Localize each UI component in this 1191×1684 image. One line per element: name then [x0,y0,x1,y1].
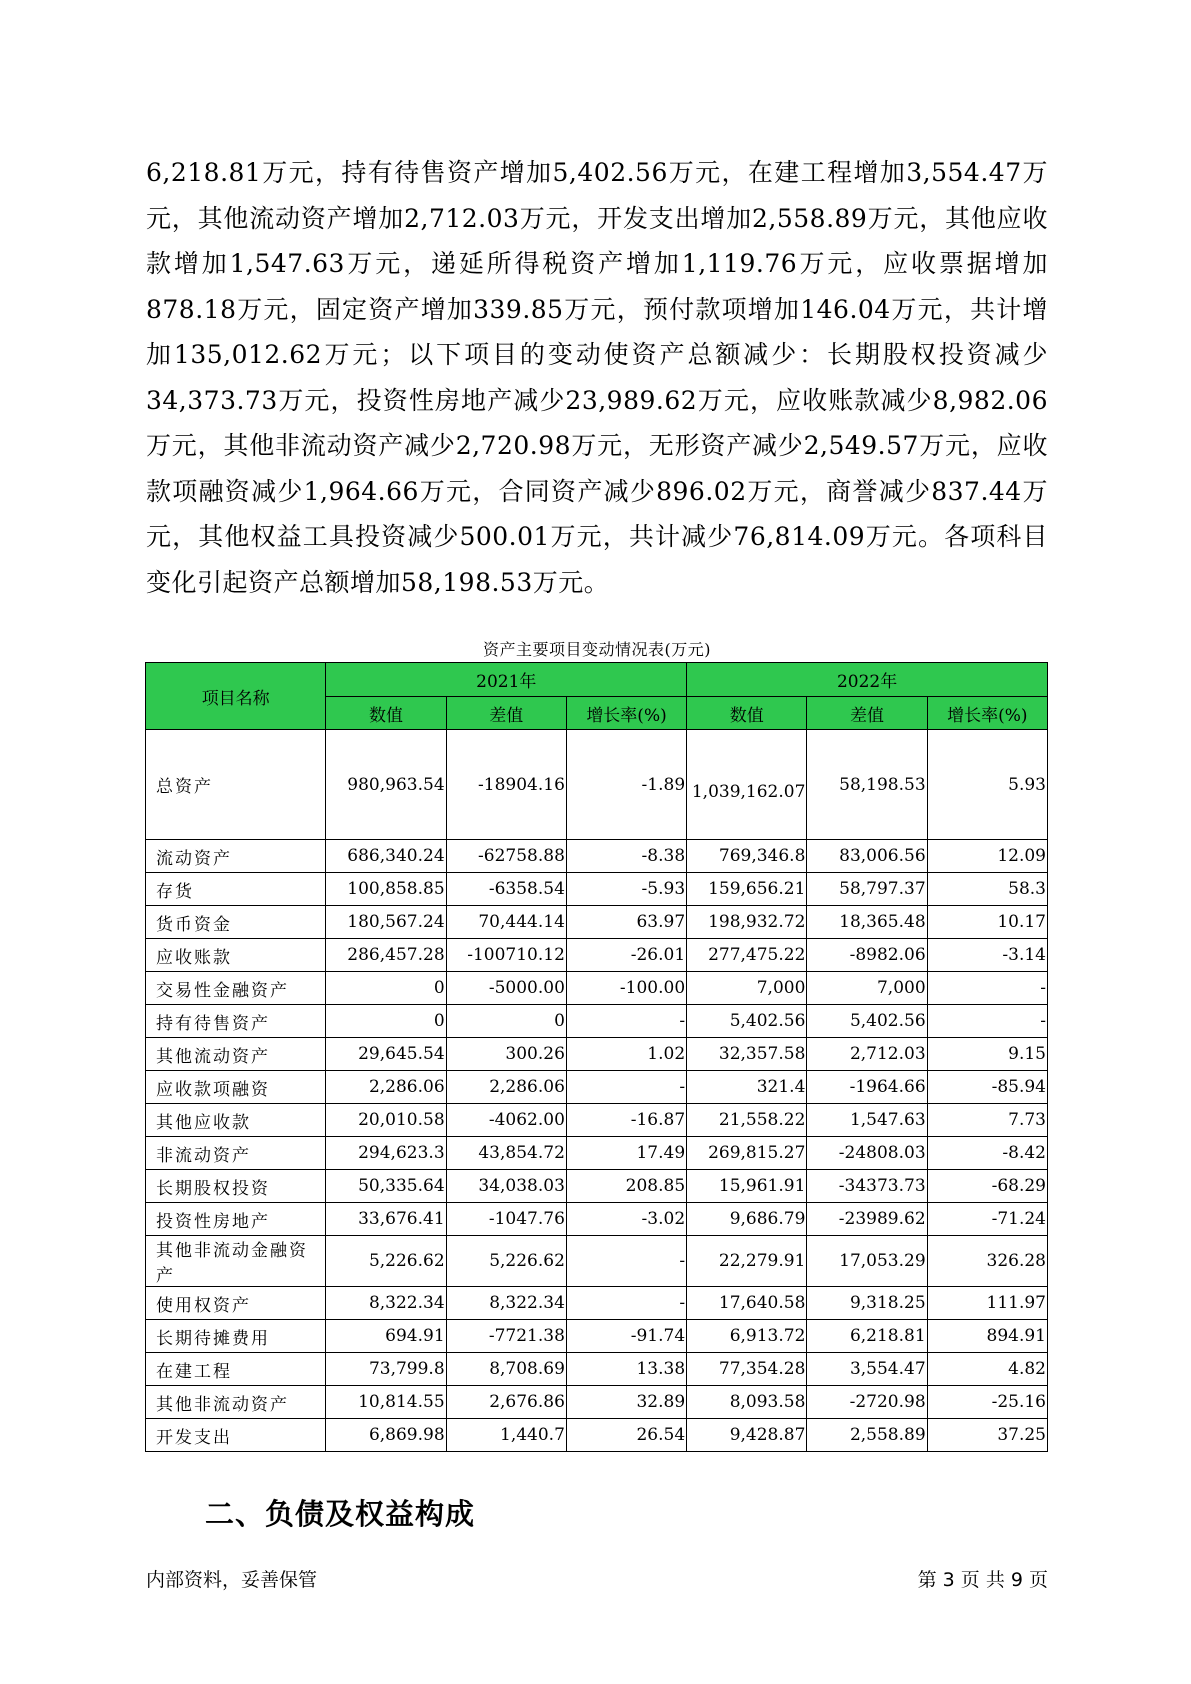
cell-value-2021: 20,010.58 [326,1104,446,1137]
cell-growth-2022: - [927,972,1047,1005]
table-row [146,873,1048,906]
cell-item-name: 应收账款 [146,939,326,972]
cell-value-2021: 100,858.85 [326,873,446,906]
cell-growth-2021: - [566,1236,686,1287]
cell-item-name: 投资性房地产 [146,1203,326,1236]
cell-value-2022: 9,686.79 [687,1203,807,1236]
body-paragraph: 6,218.81万元，持有待售资产增加5,402.56万元，在建工程增加3,554.47万元，其他流动资产增加2,712.03万元，开发支出增加2,558.89万元，其他应收款增加1,547.63万元，递延所得税资产增加1,119.76万元，应收票据增加878.18万元，固定资产增加339.85万元，预付款项增加146.04万元，共计增加135,012.62万元；以下项目的变动使资产总额减少：长期股权投资减少34,373.73万元，投资性房地产减少23,989.62万元，应收账款减少8,982.06万元，其他非流动资产减少2,720.98万元，无形资产减少2,549.57万元，应收款项融资减少1,964.66万元，合同资产减少896.02万元，商誉减少837.44万元，其他权益工具投资减少500.01万元，共计减少76,814.09万元。各项科目变化引起资产总额增加58,198.53万元。 [146,158,1048,597]
header-year-2022: 2022年 [687,663,1048,697]
table-body [146,730,1048,1452]
cell-diff-2021: 70,444.14 [446,906,566,939]
cell-growth-2021: -5.93 [566,873,686,906]
cell-diff-2022: 17,053.29 [807,1236,927,1287]
header-diff-2021: 差值 [446,697,566,730]
cell-value-2022: 77,354.28 [687,1353,807,1386]
cell-value-2021: 73,799.8 [326,1353,446,1386]
cell-growth-2021: 32.89 [566,1386,686,1419]
cell-item-name: 流动资产 [146,840,326,873]
cell-value-2022: 8,093.58 [687,1386,807,1419]
header-diff-2022: 差值 [807,697,927,730]
cell-diff-2022: 7,000 [807,972,927,1005]
cell-growth-2021: -1.89 [566,730,686,840]
cell-growth-2022: 37.25 [927,1419,1047,1452]
cell-diff-2022: -23989.62 [807,1203,927,1236]
cell-diff-2022: 2,558.89 [807,1419,927,1452]
cell-diff-2021: -1047.76 [446,1203,566,1236]
table-row [146,1137,1048,1170]
cell-growth-2021: 17.49 [566,1137,686,1170]
cell-value-2022: 198,932.72 [687,906,807,939]
table-row [146,1386,1048,1419]
cell-growth-2021: 26.54 [566,1419,686,1452]
cell-item-name: 交易性金融资产 [146,972,326,1005]
cell-item-name: 其他非流动金融资产 [146,1236,326,1287]
cell-diff-2022: 18,365.48 [807,906,927,939]
cell-growth-2022: 111.97 [927,1287,1047,1320]
cell-growth-2022: 5.93 [927,730,1047,840]
cell-value-2022: 21,558.22 [687,1104,807,1137]
cell-growth-2021: - [566,1071,686,1104]
cell-value-2021: 686,340.24 [326,840,446,873]
cell-item-name: 持有待售资产 [146,1005,326,1038]
cell-diff-2022: 3,554.47 [807,1353,927,1386]
cell-growth-2022: 4.82 [927,1353,1047,1386]
cell-growth-2022: 10.17 [927,906,1047,939]
cell-diff-2021: 8,708.69 [446,1353,566,1386]
cell-diff-2021: -4062.00 [446,1104,566,1137]
table-row [146,730,1048,840]
cell-diff-2022: 83,006.56 [807,840,927,873]
cell-diff-2022: 2,712.03 [807,1038,927,1071]
cell-value-2022: 32,357.58 [687,1038,807,1071]
cell-diff-2022: -34373.73 [807,1170,927,1203]
table-row [146,1287,1048,1320]
cell-growth-2022: -3.14 [927,939,1047,972]
table-caption: 资产主要项目变动情况表(万元) [483,640,711,659]
cell-growth-2022: 894.91 [927,1320,1047,1353]
cell-growth-2022: 9.15 [927,1038,1047,1071]
cell-diff-2022: 58,198.53 [807,730,927,840]
cell-diff-2021: 2,286.06 [446,1071,566,1104]
header-year-2021: 2021年 [326,663,687,697]
cell-diff-2021: 2,676.86 [446,1386,566,1419]
cell-diff-2022: -24808.03 [807,1137,927,1170]
table-row [146,1071,1048,1104]
footer-page-number: 第 3 页 共 9 页 [917,1569,1048,1591]
cell-value-2021: 50,335.64 [326,1170,446,1203]
header-value-2021: 数值 [326,697,446,730]
cell-value-2021: 5,226.62 [326,1236,446,1287]
cell-value-2022: 5,402.56 [687,1005,807,1038]
cell-item-name: 其他非流动资产 [146,1386,326,1419]
cell-diff-2021: 34,038.03 [446,1170,566,1203]
cell-growth-2021: 208.85 [566,1170,686,1203]
cell-diff-2022: 9,318.25 [807,1287,927,1320]
cell-diff-2021: 1,440.7 [446,1419,566,1452]
cell-diff-2021: -6358.54 [446,873,566,906]
cell-growth-2022: - [927,1005,1047,1038]
cell-item-name: 存货 [146,873,326,906]
cell-value-2022: 22,279.91 [687,1236,807,1287]
cell-diff-2021: 300.26 [446,1038,566,1071]
cell-growth-2022: 7.73 [927,1104,1047,1137]
cell-value-2022: 9,428.87 [687,1419,807,1452]
cell-growth-2022: -85.94 [927,1071,1047,1104]
cell-value-2021: 33,676.41 [326,1203,446,1236]
cell-item-name: 其他流动资产 [146,1038,326,1071]
cell-diff-2021: 43,854.72 [446,1137,566,1170]
cell-value-2021: 2,286.06 [326,1071,446,1104]
cell-value-2021: 0 [326,972,446,1005]
cell-diff-2021: -5000.00 [446,972,566,1005]
cell-diff-2021: -62758.88 [446,840,566,873]
cell-diff-2021: 0 [446,1005,566,1038]
table-row [146,1038,1048,1071]
cell-value-2021: 180,567.24 [326,906,446,939]
cell-value-2021: 980,963.54 [326,730,446,840]
table-row [146,1320,1048,1353]
cell-diff-2022: 1,547.63 [807,1104,927,1137]
cell-growth-2022: -8.42 [927,1137,1047,1170]
cell-value-2021: 694.91 [326,1320,446,1353]
cell-item-name: 其他应收款 [146,1104,326,1137]
header-item-name: 项目名称 [146,663,326,730]
table-row [146,1203,1048,1236]
cell-item-name: 应收款项融资 [146,1071,326,1104]
cell-value-2022: 269,815.27 [687,1137,807,1170]
table-row [146,840,1048,873]
cell-growth-2022: 326.28 [927,1236,1047,1287]
cell-item-name: 在建工程 [146,1353,326,1386]
table-row [146,906,1048,939]
cell-growth-2021: -91.74 [566,1320,686,1353]
cell-growth-2022: 12.09 [927,840,1047,873]
table-row [146,972,1048,1005]
table-row [146,1419,1048,1452]
cell-value-2021: 6,869.98 [326,1419,446,1452]
cell-growth-2022: -68.29 [927,1170,1047,1203]
cell-diff-2021: 5,226.62 [446,1236,566,1287]
cell-growth-2021: 63.97 [566,906,686,939]
table-row [146,1236,1048,1287]
cell-value-2022: 15,961.91 [687,1170,807,1203]
cell-growth-2021: 13.38 [566,1353,686,1386]
cell-value-2022: 7,000 [687,972,807,1005]
cell-value-2021: 0 [326,1005,446,1038]
cell-growth-2022: -71.24 [927,1203,1047,1236]
cell-diff-2021: -100710.12 [446,939,566,972]
cell-growth-2021: -16.87 [566,1104,686,1137]
cell-diff-2021: -7721.38 [446,1320,566,1353]
cell-item-name: 总资产 [146,730,326,840]
table-row [146,1005,1048,1038]
cell-value-2022: 17,640.58 [687,1287,807,1320]
cell-diff-2021: -18904.16 [446,730,566,840]
cell-item-name: 非流动资产 [146,1137,326,1170]
cell-diff-2022: 58,797.37 [807,873,927,906]
cell-growth-2022: -25.16 [927,1386,1047,1419]
cell-diff-2022: -8982.06 [807,939,927,972]
asset-change-table [145,662,1048,1452]
cell-value-2021: 294,623.3 [326,1137,446,1170]
cell-growth-2021: 1.02 [566,1038,686,1071]
cell-value-2022: 159,656.21 [687,873,807,906]
cell-item-name: 长期待摊费用 [146,1320,326,1353]
cell-growth-2021: - [566,1005,686,1038]
cell-value-2022: 769,346.8 [687,840,807,873]
cell-value-2021: 286,457.28 [326,939,446,972]
cell-item-name: 长期股权投资 [146,1170,326,1203]
cell-growth-2021: -26.01 [566,939,686,972]
header-growth-2022: 增长率(%) [927,697,1047,730]
cell-diff-2022: -2720.98 [807,1386,927,1419]
header-growth-2021: 增长率(%) [566,697,686,730]
cell-value-2021: 8,322.34 [326,1287,446,1320]
table-row [146,1353,1048,1386]
cell-value-2022: 321.4 [687,1071,807,1104]
cell-growth-2022: 58.3 [927,873,1047,906]
cell-diff-2022: 6,218.81 [807,1320,927,1353]
cell-item-name: 货币资金 [146,906,326,939]
table-row [146,1104,1048,1137]
cell-growth-2021: - [566,1287,686,1320]
header-value-2022: 数值 [687,697,807,730]
footer-confidential-note: 内部资料，妥善保管 [146,1569,318,1591]
cell-value-2021: 29,645.54 [326,1038,446,1071]
cell-diff-2022: 5,402.56 [807,1005,927,1038]
cell-item-name: 开发支出 [146,1419,326,1452]
cell-value-2021: 10,814.55 [326,1386,446,1419]
section-heading: 二、负债及权益构成 [205,1497,476,1531]
table-row [146,939,1048,972]
cell-growth-2021: -8.38 [566,840,686,873]
cell-value-2022: 277,475.22 [687,939,807,972]
cell-value-2022: 1,039,162.07 [687,730,807,840]
cell-diff-2021: 8,322.34 [446,1287,566,1320]
cell-growth-2021: -100.00 [566,972,686,1005]
table-row [146,1170,1048,1203]
cell-growth-2021: -3.02 [566,1203,686,1236]
cell-diff-2022: -1964.66 [807,1071,927,1104]
cell-item-name: 使用权资产 [146,1287,326,1320]
cell-value-2022: 6,913.72 [687,1320,807,1353]
